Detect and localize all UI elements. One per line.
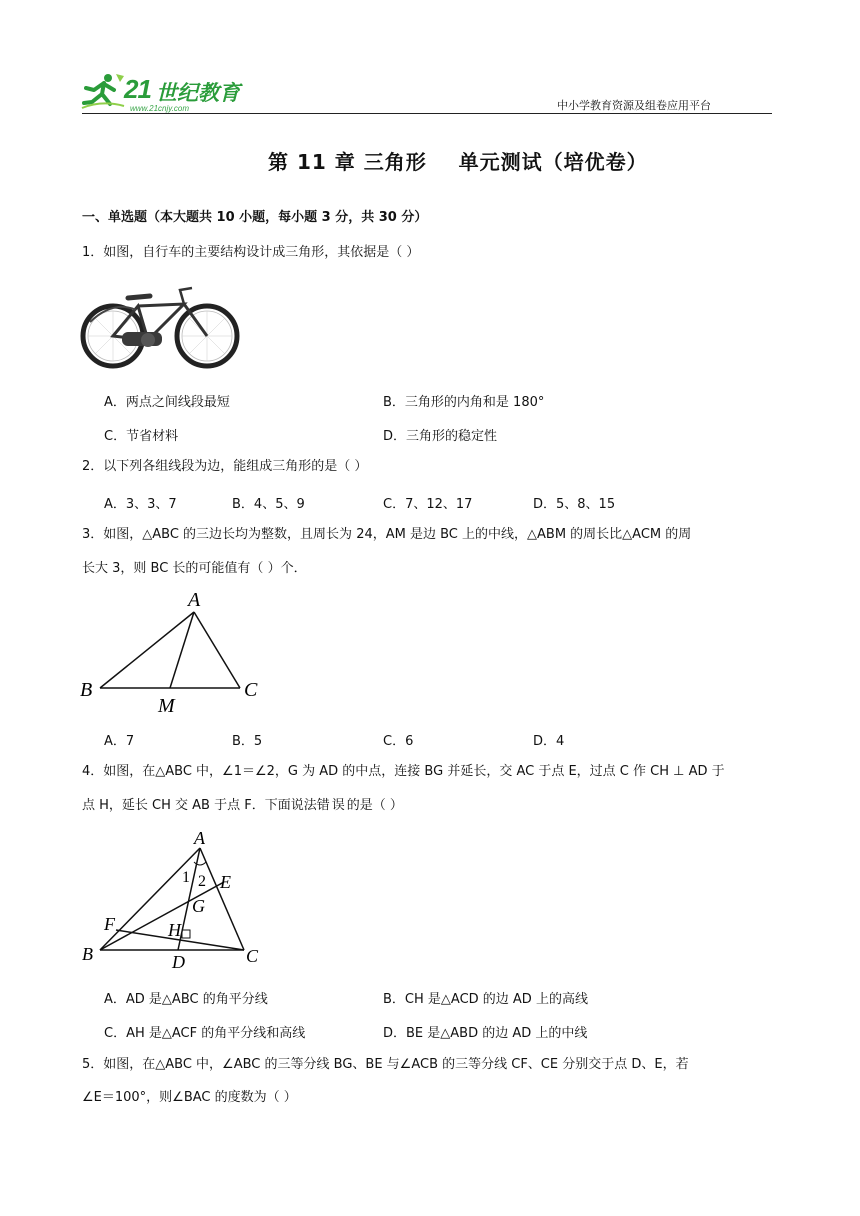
label-f: F (104, 914, 115, 934)
q3-option-a: A．7 (104, 734, 135, 749)
q4-stem-line1: 4．如图，在△ABC 中，∠1＝∠2，G 为 AD 的中点，连接 BG 并延长，交 AC 于点 E，过点 C 作 CH ⊥ AD 于 (82, 764, 725, 779)
q5-stem-line2: ∠E＝100°，则∠BAC 的度数为（ ） (82, 1090, 297, 1105)
logo-number: 21 (124, 74, 151, 104)
label-m: M (158, 695, 175, 716)
q2-stem: 2．以下列各组线段为边，能组成三角形的是（ ） (82, 459, 368, 474)
median-am (170, 612, 194, 688)
label-d: D (172, 952, 185, 972)
q4-triangle-figure (78, 826, 268, 972)
logo-url: www.21cnjy.com (130, 104, 189, 113)
label-g: G (192, 896, 205, 916)
q3-stem-line2: 长大 3，则 BC 长的可能值有（ ）个． (82, 561, 307, 576)
q3-option-d: D．4 (533, 734, 565, 749)
bicycle-image (80, 280, 240, 374)
q1-option-a: A．两点之间线段最短 (104, 395, 230, 410)
label-h: H (168, 920, 181, 940)
q4-stem-line2: 点 H，延长 CH 交 AB 于点 F．下面说法错误的是（ ） (82, 798, 403, 813)
q3-stem-line1: 3．如图，△ABC 的三边长均为整数，且周长为 24，AM 是边 BC 上的中线，△ABM 的周长比△ACM 的周 (82, 527, 692, 542)
emphasis-word: 错误 (316, 798, 347, 813)
label-1: 1 (182, 869, 190, 886)
label-b: B (82, 944, 93, 964)
logo-text: 世纪教育 (156, 82, 240, 105)
q1-stem: 1．如图，自行车的主要结构设计成三角形，其依据是（ ） (82, 245, 420, 260)
side-ab (100, 612, 194, 688)
label-2: 2 (198, 873, 206, 890)
q4-option-c: C．AH 是△ACF 的角平分线和高线 (104, 1026, 306, 1041)
label-c: C (244, 679, 258, 701)
q1-option-b: B．三角形的内角和是 180° (383, 395, 545, 410)
section-heading: 一、单选题（本大题共 10 小题，每小题 3 分，共 30 分） (82, 210, 428, 225)
q4-option-a: A．AD 是△ABC 的角平分线 (104, 992, 268, 1007)
side-ac (194, 612, 240, 688)
q2-option-b: B．4、5、9 (232, 497, 305, 512)
platform-name: 中小学教育资源及组卷应用平台 (557, 99, 711, 112)
q4-option-b: B．CH 是△ACD 的边 AD 上的高线 (383, 992, 588, 1007)
q5-stem-line1: 5．如图，在△ABC 中，∠ABC 的三等分线 BG、BE 与∠ACB 的三等分线 CF、CE 分别交于点 D、E，若 (82, 1057, 689, 1072)
q4-option-d: D．BE 是△ABD 的边 AD 上的中线 (383, 1026, 588, 1041)
header-divider (82, 113, 772, 114)
q3-option-b: B．5 (232, 734, 263, 749)
site-logo (80, 68, 250, 114)
page-title: 第 11 章 三角形 单元测试（培优卷） (268, 150, 648, 174)
q2-option-a: A．3、3、7 (104, 497, 177, 512)
label-a: A (194, 828, 205, 848)
label-a: A (188, 589, 201, 611)
q1-option-c: C．节省材料 (104, 429, 179, 444)
q3-triangle-figure (78, 586, 268, 716)
label-e: E (220, 872, 231, 892)
q3-option-c: C．6 (383, 734, 414, 749)
q2-option-d: D．5、8、15 (533, 497, 616, 512)
q2-option-c: C．7、12、17 (383, 497, 473, 512)
q1-option-d: D．三角形的稳定性 (383, 429, 498, 444)
label-b: B (80, 679, 93, 701)
label-c: C (246, 946, 259, 966)
runner-icon (80, 70, 126, 110)
